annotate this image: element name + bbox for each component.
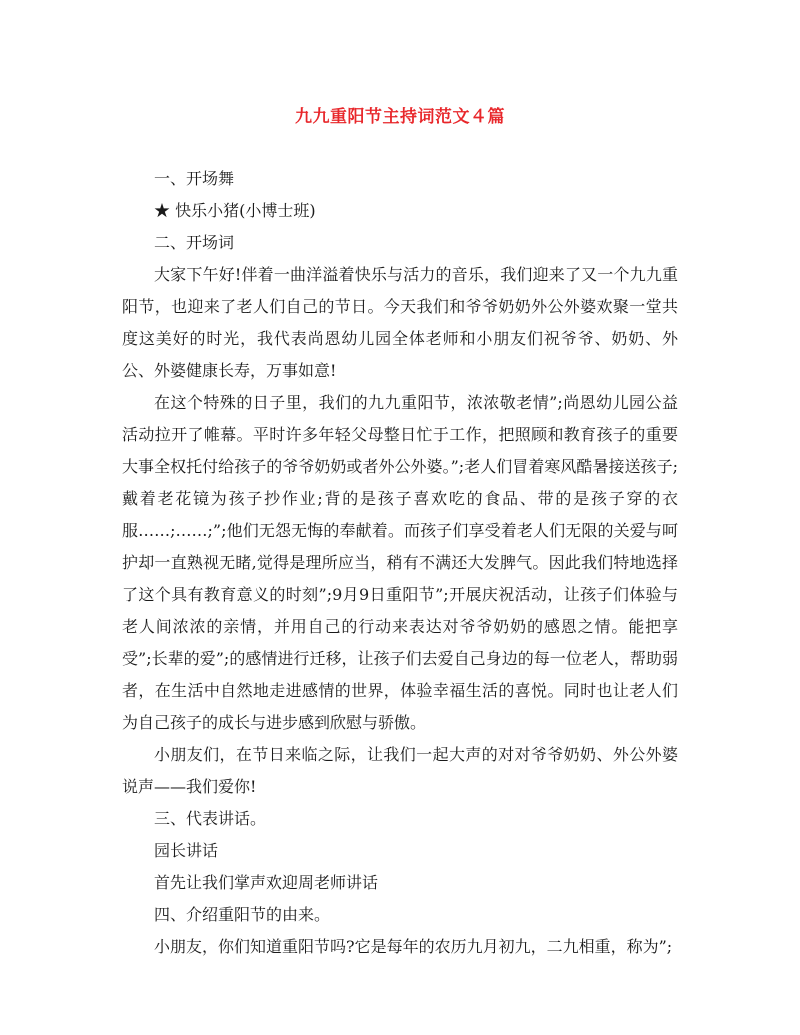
paragraph-activity-intro: 在这个特殊的日子里，我们的九九重阳节，浓浓敬老情”;尚恩幼儿园公益活动拉开了帷幕。平时许多年轻父母整日忙于工作，把照顾和教育孩子的重要大事全权托付给孩子的爷爷奶奶或者外公外婆。”;老人们冒着寒风酷暑接送孩子;戴着老花镜为孩子抄作业;背的是孩子喜欢吃的食品、带的是孩子穿的衣服……;……;”;他们无怨无悔的奉献着。而孩子们享受着老人们无限的关爱与呵护却一直熟视无睹,觉得是理所应当，稍有不满还大发脾气。因此我们特地选择了这个具有教育意义的时刻”;9月9日重阳节”;开展庆祝活动，让孩子们体验与老人间浓浓的亲情，并用自己的行动来表达对爷爷奶奶的感恩之情。能把享受”;长辈的爱”;的感情进行迁移，让孩子们去爱自己身边的每一位老人，帮助弱者，在生活中自然地走进感情的世界，体验幸福生活的喜悦。同时也让老人们为自己孩子的成长与进步感到欣慰与骄傲。	[122, 393, 678, 732]
paragraph-children-love: 小朋友们，在节日来临之际，让我们一起大声的对对爷爷奶奶、外公外婆说声——我们爱你!	[122, 745, 678, 796]
program-item-happy-piggy: ★ 快乐小猪(小博士班)	[154, 201, 316, 220]
document-title: 九九重阳节主持词范文４篇	[295, 107, 505, 127]
section-heading-festival-origin: 四、介绍重阳节的由来。	[154, 905, 331, 924]
document-body	[122, 163, 678, 963]
item-teacher-welcome: 首先让我们掌声欢迎周老师讲话	[154, 873, 379, 892]
paragraph-festival-question: 小朋友，你们知道重阳节吗?它是每年的农历九月初九，二九相重，称为”;	[154, 937, 673, 956]
section-heading-opening-dance: 一、开场舞	[154, 169, 235, 188]
section-heading-representative-speech: 三、代表讲话。	[154, 809, 267, 828]
paragraph-greeting: 大家下午好!伴着一曲洋溢着快乐与活力的音乐，我们迎来了又一个九九重阳节，也迎来了老人们自己的节日。今天我们和爷爷奶奶外公外婆欢聚一堂共度这美好的时光，我代表尚恩幼儿园全体老师和小朋友们祝爷爷、奶奶、外公、外婆健康长寿，万事如意!	[122, 265, 678, 380]
item-principal-speech: 园长讲话	[154, 841, 219, 860]
section-heading-opening-speech: 二、开场词	[154, 233, 235, 252]
